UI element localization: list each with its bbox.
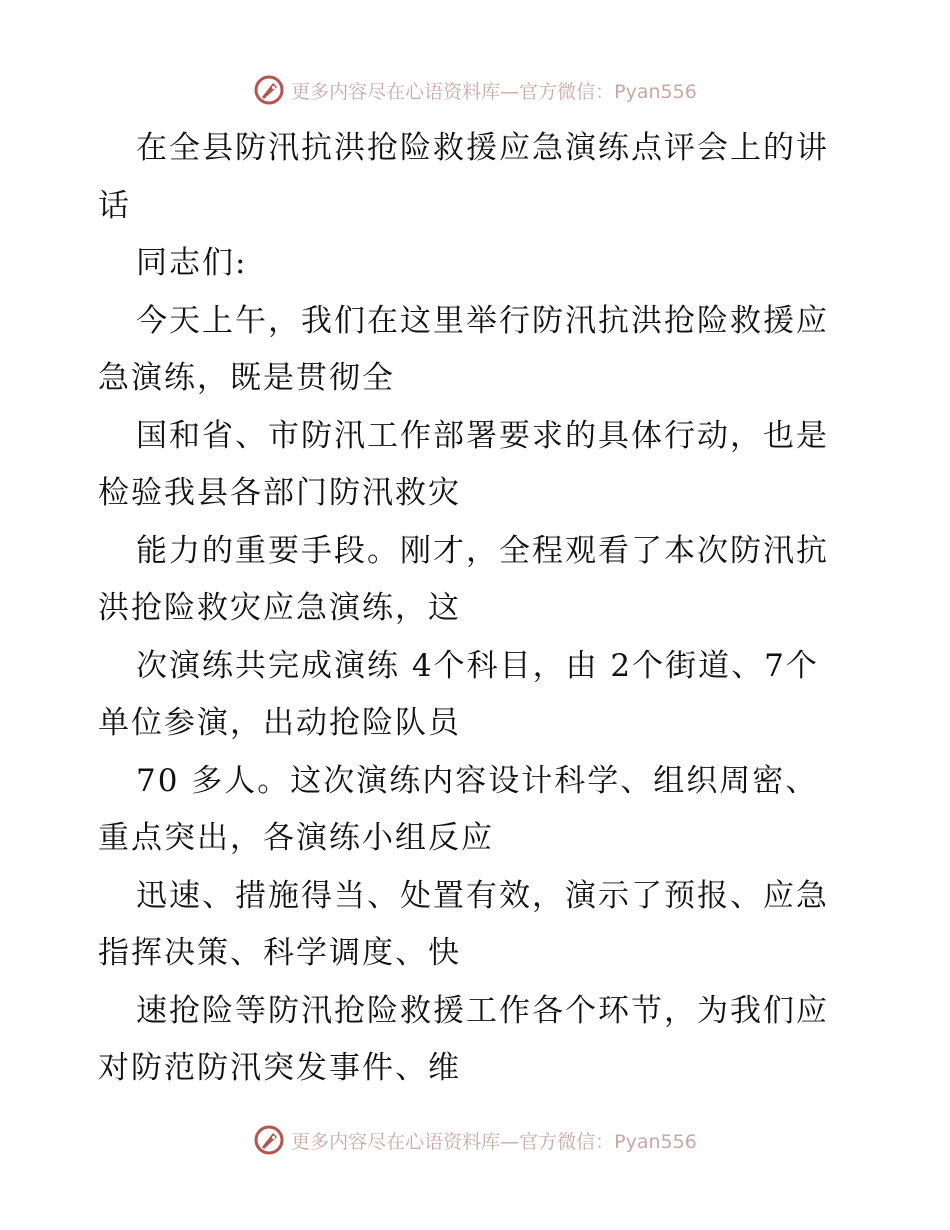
paragraph-line: 次演练共完成演练 4个科目，由 2个街道、7个 — [136, 647, 819, 684]
paragraph-line: 指挥决策、科学调度、快 — [98, 935, 461, 971]
paragraph-line: 迅速、措施得当、处置有效，演示了预报、应急 — [136, 877, 829, 914]
paragraph-line: 速抢险等防汛抢险救援工作各个环节，为我们应 — [136, 992, 829, 1029]
paragraph-line: 单位参演，出动抢险队员 — [98, 705, 461, 741]
paragraph-line: 能力的重要手段。刚才，全程观看了本次防汛抗 — [136, 532, 829, 569]
salutation: 同志们: — [136, 245, 248, 281]
document-title-line-1: 在全县防汛抗洪抢险救援应急演练点评会上的讲 — [136, 130, 829, 166]
footer-watermark — [0, 1120, 950, 1160]
paragraph-line: 重点突出，各演练小组反应 — [98, 820, 494, 856]
pen-nib-logo-icon — [253, 1124, 285, 1156]
paragraph-line: 今天上午，我们在这里举行防汛抗洪抢险救援应 — [136, 302, 829, 339]
pen-nib-logo-icon — [253, 74, 285, 106]
paragraph-line: 对防范防汛突发事件、维 — [98, 1050, 461, 1086]
watermark-text: 更多内容尽在心语资料库—官方微信：Pyan556 — [291, 1130, 697, 1153]
watermark-text: 更多内容尽在心语资料库—官方微信：Pyan556 — [291, 80, 697, 103]
document-title-line-2: 话 — [98, 187, 131, 224]
document-body — [98, 120, 868, 1098]
paragraph-line: 国和省、市防汛工作部署要求的具体行动，也是 — [136, 417, 829, 454]
paragraph-line: 急演练，既是贯彻全 — [98, 360, 395, 396]
paragraph-line: 70 多人。这次演练内容设计科学、组织周密、 — [136, 762, 819, 799]
paragraph-line: 洪抢险救灾应急演练，这 — [98, 590, 461, 626]
paragraph-line: 检验我县各部门防汛救灾 — [98, 475, 461, 511]
header-watermark — [0, 70, 950, 110]
